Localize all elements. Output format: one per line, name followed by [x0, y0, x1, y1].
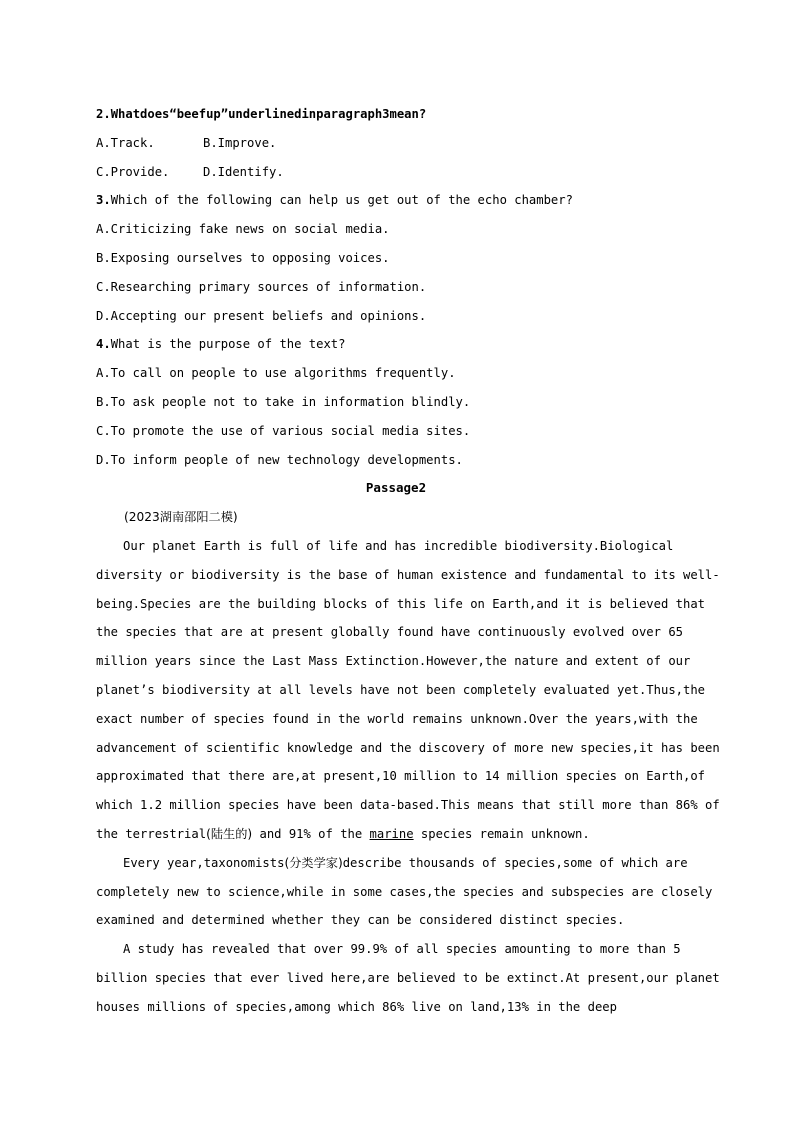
question-3-option-c: C.Researching primary sources of information. — [96, 279, 427, 294]
question-2-options-row-2 — [96, 158, 696, 187]
passage-paragraph-1 — [96, 532, 720, 849]
passage-paragraph-3 — [96, 935, 720, 1021]
question-4-number: 4. — [96, 337, 111, 352]
paragraph-1-line: approximated that there are,at present,10 million to 14 million species on Earth,of — [96, 769, 706, 784]
question-3 — [96, 186, 696, 215]
question-4-text: What is the purpose of the text? — [110, 337, 346, 352]
question-2-option-d: D.Identify. — [203, 164, 284, 179]
question-2-option-b: B.Improve. — [203, 135, 277, 150]
question-3-number: 3. — [96, 193, 111, 208]
passage-paragraph-2 — [96, 849, 713, 935]
paragraph-1-line: million years since the Last Mass Extinction.However,the nature and extent of our — [96, 654, 691, 669]
question-4-option-b: B.To ask people not to take in information blindly. — [96, 394, 471, 409]
question-4-option-d: D.To inform people of new technology developments. — [96, 452, 463, 467]
paragraph-1-line — [96, 820, 696, 849]
underlined-word-marine: marine — [369, 826, 414, 841]
question-3-text: Which of the following can help us get out of the echo chamber? — [110, 193, 573, 208]
paragraph-1-line: Our planet Earth is full of life and has incredible biodiversity.Biological — [123, 538, 674, 553]
question-2-text: Whatdoes“beefup”underlinedinparagraph3mean? — [110, 107, 427, 121]
paragraph-1-line: advancement of scientific knowledge and the discovery of more new species,it has been — [96, 740, 720, 755]
question-4-option-a: A.To call on people to use algorithms frequently. — [96, 366, 456, 381]
paragraph-2-line: completely new to science,while in some cases,the species and subspecies are closely — [96, 884, 713, 899]
paragraph-2-text: describe thousands of species,some of which are — [342, 855, 688, 870]
paragraph-1-text: and 91% of the — [252, 826, 370, 841]
question-2-number: 2. — [96, 107, 111, 121]
paragraph-1-text: species remain unknown. — [413, 826, 590, 841]
paragraph-3-line: A study has revealed that over 99.9% of all species amounting to more than 5 — [123, 942, 681, 957]
paragraph-1-line: which 1.2 million species have been data-based.This means that still more than 86% of — [96, 798, 720, 813]
paragraph-2-text: Every year,taxonomists — [123, 855, 285, 870]
question-3-option-d: D.Accepting our present beliefs and opinions. — [96, 308, 427, 323]
paragraph-2-line: examined and determined whether they can be considered distinct species. — [96, 913, 625, 928]
paragraph-1-line: diversity or biodiversity is the base of human existence and fundamental to its well- — [96, 567, 720, 582]
paragraph-3-line: billion species that ever lived here,are believed to be extinct.At present,our planet — [96, 970, 720, 985]
gloss-taxonomists: (分类学家) — [284, 855, 343, 870]
document-page — [96, 100, 720, 1022]
paragraph-1-line: being.Species are the building blocks of this life on Earth,and it is believed that — [96, 596, 706, 611]
paragraph-2-line — [96, 849, 696, 878]
question-2-option-a: A.Track. — [96, 135, 155, 150]
passage-source: (2023湖南邵阳二模) — [124, 510, 238, 525]
paragraph-1-line: exact number of species found in the world remains unknown.Over the years,with the — [96, 711, 698, 726]
question-4 — [96, 330, 696, 359]
question-3-option-a: A.Criticizing fake news on social media. — [96, 222, 390, 237]
question-4-option-c: C.To promote the use of various social media sites. — [96, 423, 471, 438]
gloss-terrestrial: (陆生的) — [206, 826, 253, 841]
paragraph-1-text: the terrestrial — [96, 826, 207, 841]
question-2 — [96, 100, 696, 129]
question-2-options-row-1 — [96, 129, 696, 158]
question-2-option-c: C.Provide. — [96, 164, 170, 179]
question-3-option-b: B.Exposing ourselves to opposing voices. — [96, 250, 390, 265]
paragraph-1-line: planet’s biodiversity at all levels have not been completely evaluated yet.Thus,the — [96, 682, 706, 697]
paragraph-1-line: the species that are at present globally found have continuously evolved over 65 — [96, 625, 683, 640]
paragraph-3-line: houses millions of species,among which 86% live on land,13% in the deep — [96, 999, 617, 1014]
passage-title: Passage2 — [365, 480, 427, 496]
